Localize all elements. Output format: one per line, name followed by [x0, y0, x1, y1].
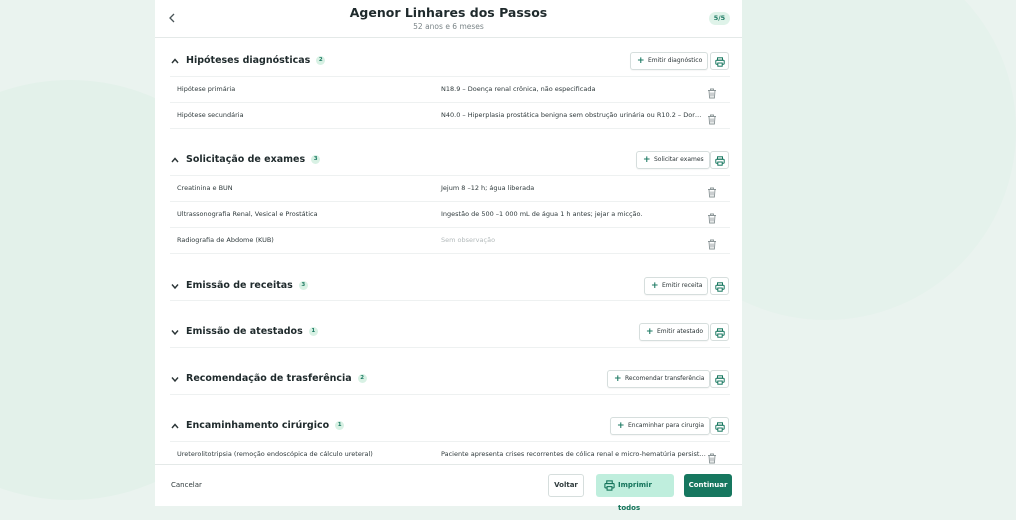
section-hipoteses [155, 50, 742, 74]
plus-icon: + [637, 56, 645, 66]
printer-icon [715, 156, 725, 166]
printer-icon [604, 480, 615, 491]
divider [170, 347, 730, 348]
plus-icon: + [646, 327, 654, 337]
table-row [170, 201, 730, 227]
section-transferencia [155, 368, 742, 392]
trash-icon[interactable] [707, 209, 717, 220]
row-name: Ureterolitotripsia (remoção endoscópica de cálculo ureteral) [177, 450, 373, 458]
section-atestados [155, 321, 742, 345]
print-button[interactable] [710, 323, 729, 341]
chevron-up-icon[interactable] [170, 155, 180, 167]
recommend-transfer-button[interactable]: + Recomendar transferência [607, 370, 710, 388]
print-all-button[interactable]: Imprimir todos [596, 474, 674, 497]
trash-icon[interactable] [707, 183, 717, 194]
count-badge: 1 [335, 421, 344, 430]
count-badge: 3 [311, 155, 320, 164]
count-badge: 1 [309, 327, 318, 336]
row-name: Hipótese secundária [177, 111, 244, 119]
continue-button[interactable]: Continuar [684, 474, 732, 497]
trash-icon[interactable] [707, 235, 717, 246]
chevron-down-icon[interactable] [170, 327, 180, 339]
trash-icon[interactable] [707, 449, 717, 460]
panel-header [155, 0, 742, 38]
printer-icon [715, 375, 725, 385]
footer-bar [155, 464, 742, 512]
patient-age: 52 anos e 6 meses [413, 22, 484, 31]
row-detail: Paciente apresenta crises recorrentes de cólica renal e micro-hematúria persist… [441, 450, 706, 458]
section-title[interactable]: Hipóteses diagnósticas 2 [186, 55, 325, 66]
refer-surgery-button[interactable]: + Encaminhar para cirurgia [610, 417, 710, 435]
plus-icon: + [643, 155, 651, 165]
section-receitas [155, 275, 742, 299]
emit-diagnosis-button[interactable]: + Emitir diagnóstico [630, 52, 708, 70]
chevron-up-icon[interactable] [170, 421, 180, 433]
printer-icon [715, 282, 725, 292]
table-row [170, 102, 730, 128]
divider [170, 253, 730, 254]
table-row [170, 175, 730, 201]
print-button[interactable] [710, 277, 729, 295]
emit-certificate-button[interactable]: + Emitir atestado [639, 323, 709, 341]
trash-icon[interactable] [707, 110, 717, 121]
count-badge: 2 [316, 56, 325, 65]
section-title[interactable]: Encaminhamento cirúrgico 1 [186, 420, 344, 431]
step-indicator: 5/5 [709, 12, 730, 25]
plus-icon: + [614, 374, 622, 384]
printer-icon [715, 422, 725, 432]
print-button[interactable] [710, 151, 729, 169]
patient-summary-panel [155, 0, 742, 512]
chevron-up-icon[interactable] [170, 56, 180, 68]
chevron-down-icon[interactable] [170, 281, 180, 293]
emit-prescription-button[interactable]: + Emitir receita [644, 277, 708, 295]
printer-icon [715, 57, 725, 67]
row-name: Creatinina e BUN [177, 184, 233, 192]
divider [170, 300, 730, 301]
row-detail: N18.9 – Doença renal crônica, não especificada [441, 85, 596, 93]
patient-name: Agenor Linhares dos Passos [349, 5, 548, 20]
row-detail: N40.0 – Hiperplasia prostática benigna sem obstrução urinária ou R10.2 – Dor… [441, 111, 702, 119]
row-detail: Jejum 8 –12 h; água liberada [441, 184, 535, 192]
section-exames [155, 149, 742, 173]
print-button[interactable] [710, 417, 729, 435]
plus-icon: + [651, 281, 659, 291]
request-exams-button[interactable]: + Solicitar exames [636, 151, 710, 169]
back-button[interactable]: Voltar [548, 474, 584, 497]
print-button[interactable] [710, 52, 729, 70]
table-row [170, 227, 730, 253]
cancel-button[interactable]: Cancelar [171, 481, 202, 489]
section-title[interactable]: Solicitação de exames 3 [186, 154, 320, 165]
section-title[interactable]: Recomendação de trasferência 2 [186, 373, 367, 384]
section-title[interactable]: Emissão de receitas 3 [186, 280, 308, 291]
print-button[interactable] [710, 370, 729, 388]
plus-icon: + [617, 421, 625, 431]
section-title[interactable]: Emissão de atestados 1 [186, 326, 318, 337]
count-badge: 2 [358, 374, 367, 383]
row-name: Ultrassonografia Renal, Vesical e Prostática [177, 210, 318, 218]
divider [170, 128, 730, 129]
chevron-down-icon[interactable] [170, 374, 180, 386]
divider [170, 394, 730, 395]
section-encaminhamento [155, 415, 742, 439]
row-name: Radiografia de Abdome (KUB) [177, 236, 274, 244]
printer-icon [715, 328, 725, 338]
row-name: Hipótese primária [177, 85, 236, 93]
count-badge: 3 [299, 281, 308, 290]
trash-icon[interactable] [707, 84, 717, 95]
table-row [170, 76, 730, 102]
row-detail: Sem observação [441, 236, 496, 244]
row-detail: Ingestão de 500 –1 000 mL de água 1 h antes; jejar a micção. [441, 210, 643, 218]
